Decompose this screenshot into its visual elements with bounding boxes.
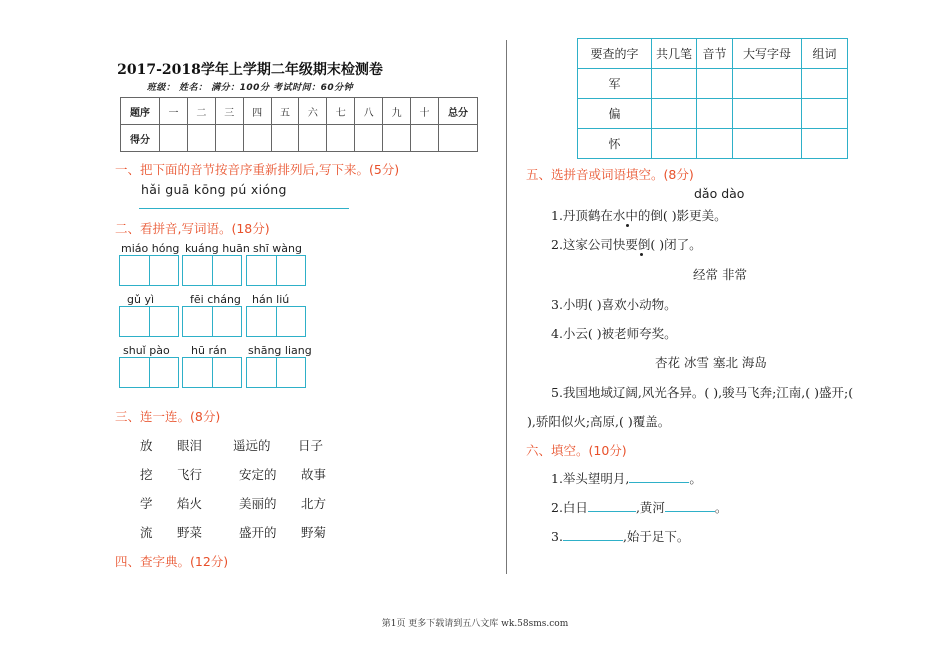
pinyin-label: shuǐ pào xyxy=(123,344,170,357)
question-6-2 xyxy=(551,498,727,516)
question-5-3: 3.小明( )喜欢小动物。 xyxy=(551,297,677,312)
pinyin-label: shī wàng xyxy=(253,242,302,255)
score-col: 九 xyxy=(383,98,411,125)
section-1-heading: 一、把下面的音节按音序重新排列后,写下来。(5分) xyxy=(115,162,400,177)
answer-blank[interactable] xyxy=(588,511,636,512)
question-6-3-text: 3. xyxy=(551,529,563,544)
dict-header: 音节 xyxy=(697,39,733,69)
match-word[interactable]: 盛开的 xyxy=(239,525,277,540)
answer-blank[interactable] xyxy=(563,540,623,541)
dict-header: 组词 xyxy=(802,39,848,69)
exam-info-line: 班级： 姓名： 满分：100分 考试时间：60分钟 xyxy=(146,83,354,93)
match-word[interactable]: 日子 xyxy=(298,438,324,453)
pinyin-label: miáo hóng xyxy=(121,242,180,255)
section-1-answer-line[interactable] xyxy=(139,208,349,209)
dictionary-table xyxy=(577,38,848,159)
dict-header: 要查的字 xyxy=(578,39,652,69)
score-cell[interactable] xyxy=(411,125,439,152)
writing-box[interactable] xyxy=(119,255,179,286)
match-word[interactable]: 流 xyxy=(140,525,153,540)
score-col: 七 xyxy=(327,98,355,125)
question-6-1-text: 1.举头望明月, xyxy=(551,471,630,486)
writing-box[interactable] xyxy=(119,306,179,337)
emphasis-dot xyxy=(626,224,629,227)
dict-cell[interactable] xyxy=(733,69,802,99)
match-word[interactable]: 挖 xyxy=(140,467,153,482)
emphasis-dot xyxy=(640,253,643,256)
match-word[interactable]: 野菜 xyxy=(177,525,203,540)
writing-box[interactable] xyxy=(182,357,242,388)
pinyin-label: kuáng huān xyxy=(185,242,250,255)
score-col: 八 xyxy=(355,98,383,125)
question-6-3-text-b: ,始于足下。 xyxy=(622,529,690,544)
dict-cell[interactable] xyxy=(652,69,697,99)
dict-cell[interactable] xyxy=(697,69,733,99)
score-col: 三 xyxy=(215,98,243,125)
section-3-heading: 三、连一连。(8分) xyxy=(115,409,221,424)
dict-cell[interactable] xyxy=(652,99,697,129)
score-row-label: 题序 xyxy=(121,98,160,125)
word-options-2: 杏花 冰雪 塞北 海岛 xyxy=(655,355,767,370)
writing-box[interactable] xyxy=(119,357,179,388)
answer-blank[interactable] xyxy=(665,511,715,512)
score-cell[interactable] xyxy=(160,125,188,152)
dict-cell[interactable] xyxy=(697,129,733,159)
word-options-1: 经常 非常 xyxy=(693,267,747,282)
score-cell[interactable] xyxy=(327,125,355,152)
question-5-5-line2: ),骄阳似火;高原,( )覆盖。 xyxy=(527,414,671,429)
question-5-1: 1.丹顶鹤在水中的倒( )影更美。 xyxy=(551,208,727,223)
dict-cell[interactable] xyxy=(802,99,848,129)
dict-char: 怀 xyxy=(578,129,652,159)
match-word[interactable]: 野菊 xyxy=(301,525,327,540)
page-footer: 第1页 更多下载请到五八文库 wk.58sms.com xyxy=(381,619,569,629)
score-cell[interactable] xyxy=(215,125,243,152)
section-2-heading: 二、看拼音,写词语。(18分) xyxy=(115,221,270,236)
match-word[interactable]: 遥远的 xyxy=(233,438,271,453)
dict-char: 偏 xyxy=(578,99,652,129)
dict-header: 大写字母 xyxy=(733,39,802,69)
pinyin-label: fēi cháng xyxy=(190,293,241,306)
section-5-heading: 五、选拼音或词语填空。(8分) xyxy=(526,167,694,182)
match-word[interactable]: 焰火 xyxy=(177,496,203,511)
pinyin-label: shāng liang xyxy=(248,344,312,357)
score-col: 二 xyxy=(187,98,215,125)
writing-box[interactable] xyxy=(182,306,242,337)
score-total-label: 总分 xyxy=(439,98,478,125)
pinyin-label: hán liú xyxy=(252,293,290,306)
question-6-2-text-b: ,黄河 xyxy=(635,500,665,515)
column-divider xyxy=(506,40,507,574)
section-6-heading: 六、填空。(10分) xyxy=(526,443,627,458)
pinyin-options: dǎo dào xyxy=(694,186,745,201)
dict-cell[interactable] xyxy=(652,129,697,159)
pinyin-label: hū rán xyxy=(191,344,227,357)
dict-cell[interactable] xyxy=(697,99,733,129)
match-word[interactable]: 飞行 xyxy=(177,467,203,482)
question-6-1 xyxy=(551,469,702,487)
question-6-2-text: 2.白日 xyxy=(551,500,588,515)
match-word[interactable]: 学 xyxy=(140,496,153,511)
writing-box[interactable] xyxy=(246,306,306,337)
section-1-syllables: hǎi guā kōng pú xióng xyxy=(141,182,287,197)
match-word[interactable]: 眼泪 xyxy=(177,438,203,453)
match-word[interactable]: 安定的 xyxy=(239,467,277,482)
score-cell[interactable] xyxy=(355,125,383,152)
match-word[interactable]: 放 xyxy=(140,438,153,453)
period: 。 xyxy=(689,471,702,486)
section-4-heading: 四、查字典。(12分) xyxy=(115,554,229,569)
match-word[interactable]: 故事 xyxy=(301,467,327,482)
match-word[interactable]: 北方 xyxy=(301,496,327,511)
pinyin-label: gǔ yì xyxy=(127,293,155,306)
dict-char: 军 xyxy=(578,69,652,99)
score-cell[interactable] xyxy=(439,125,478,152)
dict-cell[interactable] xyxy=(802,69,848,99)
score-cell[interactable] xyxy=(383,125,411,152)
score-cell[interactable] xyxy=(187,125,215,152)
period: 。 xyxy=(714,500,728,515)
question-5-4: 4.小云( )被老师夸奖。 xyxy=(551,326,677,341)
exam-title: 2017-2018学年上学期二年级期末检测卷 xyxy=(117,62,383,78)
match-word[interactable]: 美丽的 xyxy=(239,496,277,511)
score-col: 五 xyxy=(271,98,299,125)
score-col: 六 xyxy=(299,98,327,125)
score-row-label: 得分 xyxy=(121,125,160,152)
question-6-3 xyxy=(551,527,689,545)
score-cell[interactable] xyxy=(271,125,299,152)
dict-header: 共几笔 xyxy=(652,39,697,69)
score-col: 四 xyxy=(243,98,271,125)
answer-blank[interactable] xyxy=(629,482,689,483)
writing-box[interactable] xyxy=(182,255,242,286)
dict-cell[interactable] xyxy=(733,129,802,159)
score-cell[interactable] xyxy=(243,125,271,152)
score-col: 十 xyxy=(411,98,439,125)
question-5-5-line1: 5.我国地域辽阔,风光各异。( ),骏马飞奔;江南,( )盛开;( xyxy=(551,385,854,400)
score-table xyxy=(120,97,478,152)
score-cell[interactable] xyxy=(299,125,327,152)
writing-box[interactable] xyxy=(246,357,306,388)
dict-cell[interactable] xyxy=(802,129,848,159)
question-5-2: 2.这家公司快要倒( )闭了。 xyxy=(551,237,702,252)
score-col: 一 xyxy=(160,98,188,125)
writing-box[interactable] xyxy=(246,255,306,286)
dict-cell[interactable] xyxy=(733,99,802,129)
